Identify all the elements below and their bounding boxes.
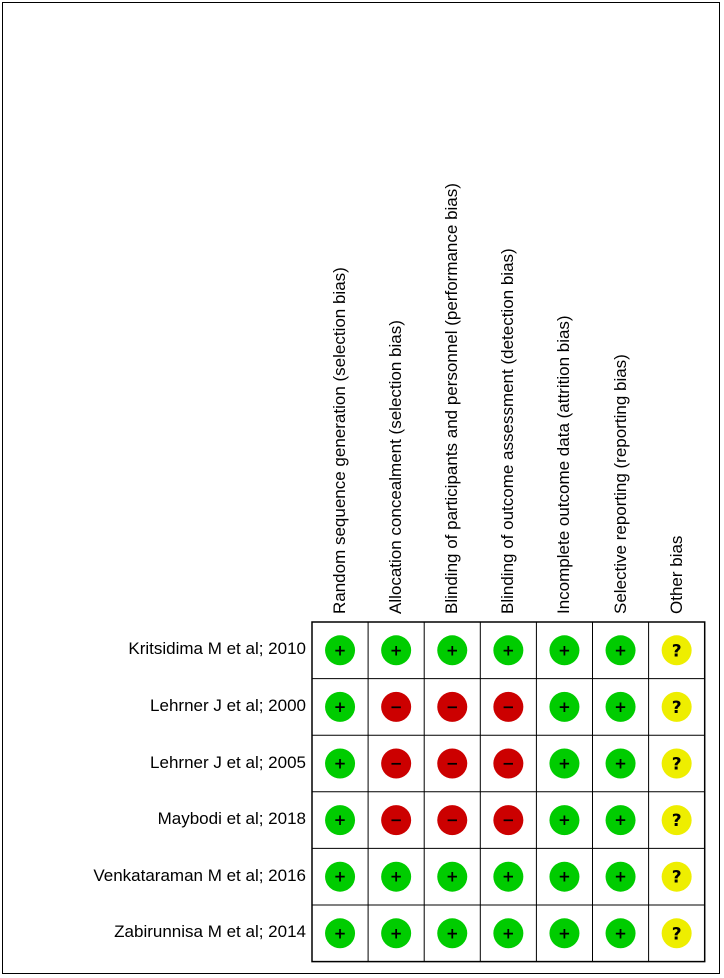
judgement-symbol: +: [558, 867, 571, 886]
judgement-unclear-r2-c7: [662, 692, 692, 722]
domain-label-1: Random sequence generation (selection bias): [330, 267, 350, 614]
judgement-symbol: −: [389, 697, 403, 716]
judgement-low-r5-c3: [437, 862, 467, 892]
judgement-symbol: −: [389, 811, 403, 830]
domain-label-5: Incomplete outcome data (attrition bias): [554, 315, 574, 614]
judgement-low-r6-c1: [325, 918, 355, 948]
judgement-low-r4-c6: [606, 805, 636, 835]
judgement-symbol: +: [333, 754, 347, 773]
judgement-high-r3-c4: [493, 749, 523, 779]
domain-label-4: Blinding of outcome assessment (detection bias): [498, 248, 518, 614]
judgement-low-r1-c2: [381, 635, 411, 665]
judgement-unclear-r6-c7: [662, 918, 692, 948]
judgement-low-r3-c6: [606, 749, 636, 779]
judgement-symbol: +: [333, 924, 347, 943]
judgement-low-r5-c1: [325, 862, 355, 892]
judgement-low-r2-c1: [325, 692, 355, 722]
judgement-symbol: +: [558, 924, 571, 943]
judgement-symbol: +: [389, 924, 403, 943]
study-label-3: Lehrner J et al; 2005: [150, 752, 306, 772]
judgement-symbol: −: [502, 697, 515, 716]
judgement-high-r2-c2: [381, 692, 411, 722]
judgement-low-r6-c5: [549, 918, 579, 948]
study-label-4: Maybodi et al; 2018: [157, 809, 306, 829]
judgement-low-r4-c1: [325, 805, 355, 835]
judgement-symbol: ?: [671, 811, 682, 832]
judgement-symbol: +: [558, 811, 571, 830]
judgement-symbol: +: [614, 641, 627, 660]
judgement-symbol: −: [502, 754, 515, 773]
judgement-symbol: −: [445, 811, 459, 830]
judgement-symbol: +: [389, 641, 403, 660]
study-label-6: Zabirunnisa M et al; 2014: [114, 922, 306, 942]
judgement-symbol: +: [333, 811, 347, 830]
judgement-low-r1-c3: [437, 635, 467, 665]
judgement-symbol: ?: [671, 867, 682, 888]
judgement-symbol: +: [614, 754, 627, 773]
study-label-2: Lehrner J et al; 2000: [150, 695, 306, 715]
judgement-low-r6-c4: [493, 918, 523, 948]
judgement-symbol: +: [502, 641, 515, 660]
judgement-high-r3-c2: [381, 749, 411, 779]
judgement-symbol: −: [445, 754, 459, 773]
judgement-symbol: ?: [671, 641, 682, 662]
judgement-high-r2-c3: [437, 692, 467, 722]
judgement-low-r1-c1: [325, 635, 355, 665]
judgement-low-r6-c3: [437, 918, 467, 948]
judgement-symbol: +: [614, 811, 627, 830]
judgement-symbol: +: [445, 867, 459, 886]
judgement-low-r6-c2: [381, 918, 411, 948]
judgement-high-r4-c3: [437, 805, 467, 835]
judgement-unclear-r3-c7: [662, 749, 692, 779]
judgement-symbol: +: [333, 867, 347, 886]
judgement-low-r5-c2: [381, 862, 411, 892]
judgement-symbol: −: [502, 811, 515, 830]
study-label-5: Venkataraman M et al; 2016: [93, 865, 306, 885]
judgement-symbol: +: [614, 697, 627, 716]
judgement-symbol: +: [445, 924, 459, 943]
judgement-symbol: +: [333, 697, 347, 716]
judgement-low-r5-c5: [549, 862, 579, 892]
judgement-symbol: +: [558, 641, 571, 660]
judgement-symbol: +: [502, 924, 515, 943]
judgement-symbol: +: [389, 867, 403, 886]
judgement-high-r2-c4: [493, 692, 523, 722]
judgement-high-r3-c3: [437, 749, 467, 779]
judgement-symbol: ?: [671, 754, 682, 775]
judgement-low-r1-c4: [493, 635, 523, 665]
judgement-symbol: +: [445, 641, 459, 660]
judgement-low-r1-c6: [606, 635, 636, 665]
judgement-high-r4-c4: [493, 805, 523, 835]
domain-label-7: Other bias: [666, 535, 686, 614]
domain-label-6: Selective reporting (reporting bias): [610, 354, 630, 614]
judgement-unclear-r4-c7: [662, 805, 692, 835]
judgement-low-r2-c5: [549, 692, 579, 722]
domain-label-3: Blinding of participants and personnel (performance bias): [442, 183, 462, 614]
judgement-low-r6-c6: [606, 918, 636, 948]
judgement-symbol: +: [502, 867, 515, 886]
judgement-symbol: ?: [671, 697, 682, 718]
judgement-symbol: −: [389, 754, 403, 773]
judgement-symbol: +: [558, 754, 571, 773]
judgement-low-r1-c5: [549, 635, 579, 665]
judgement-unclear-r5-c7: [662, 862, 692, 892]
judgement-low-r3-c1: [325, 749, 355, 779]
judgement-symbol: −: [445, 697, 459, 716]
judgement-low-r5-c6: [606, 862, 636, 892]
judgement-low-r4-c5: [549, 805, 579, 835]
study-label-1: Kritsidima M et al; 2010: [128, 639, 306, 659]
judgement-symbol: +: [614, 924, 627, 943]
domain-label-2: Allocation concealment (selection bias): [386, 320, 406, 614]
judgement-symbol: +: [614, 867, 627, 886]
judgement-high-r4-c2: [381, 805, 411, 835]
judgement-low-r3-c5: [549, 749, 579, 779]
judgement-symbol: +: [558, 697, 571, 716]
judgement-low-r5-c4: [493, 862, 523, 892]
judgement-low-r2-c6: [606, 692, 636, 722]
judgement-symbol: ?: [671, 924, 682, 945]
judgement-symbol: +: [333, 641, 347, 660]
judgement-unclear-r1-c7: [662, 635, 692, 665]
